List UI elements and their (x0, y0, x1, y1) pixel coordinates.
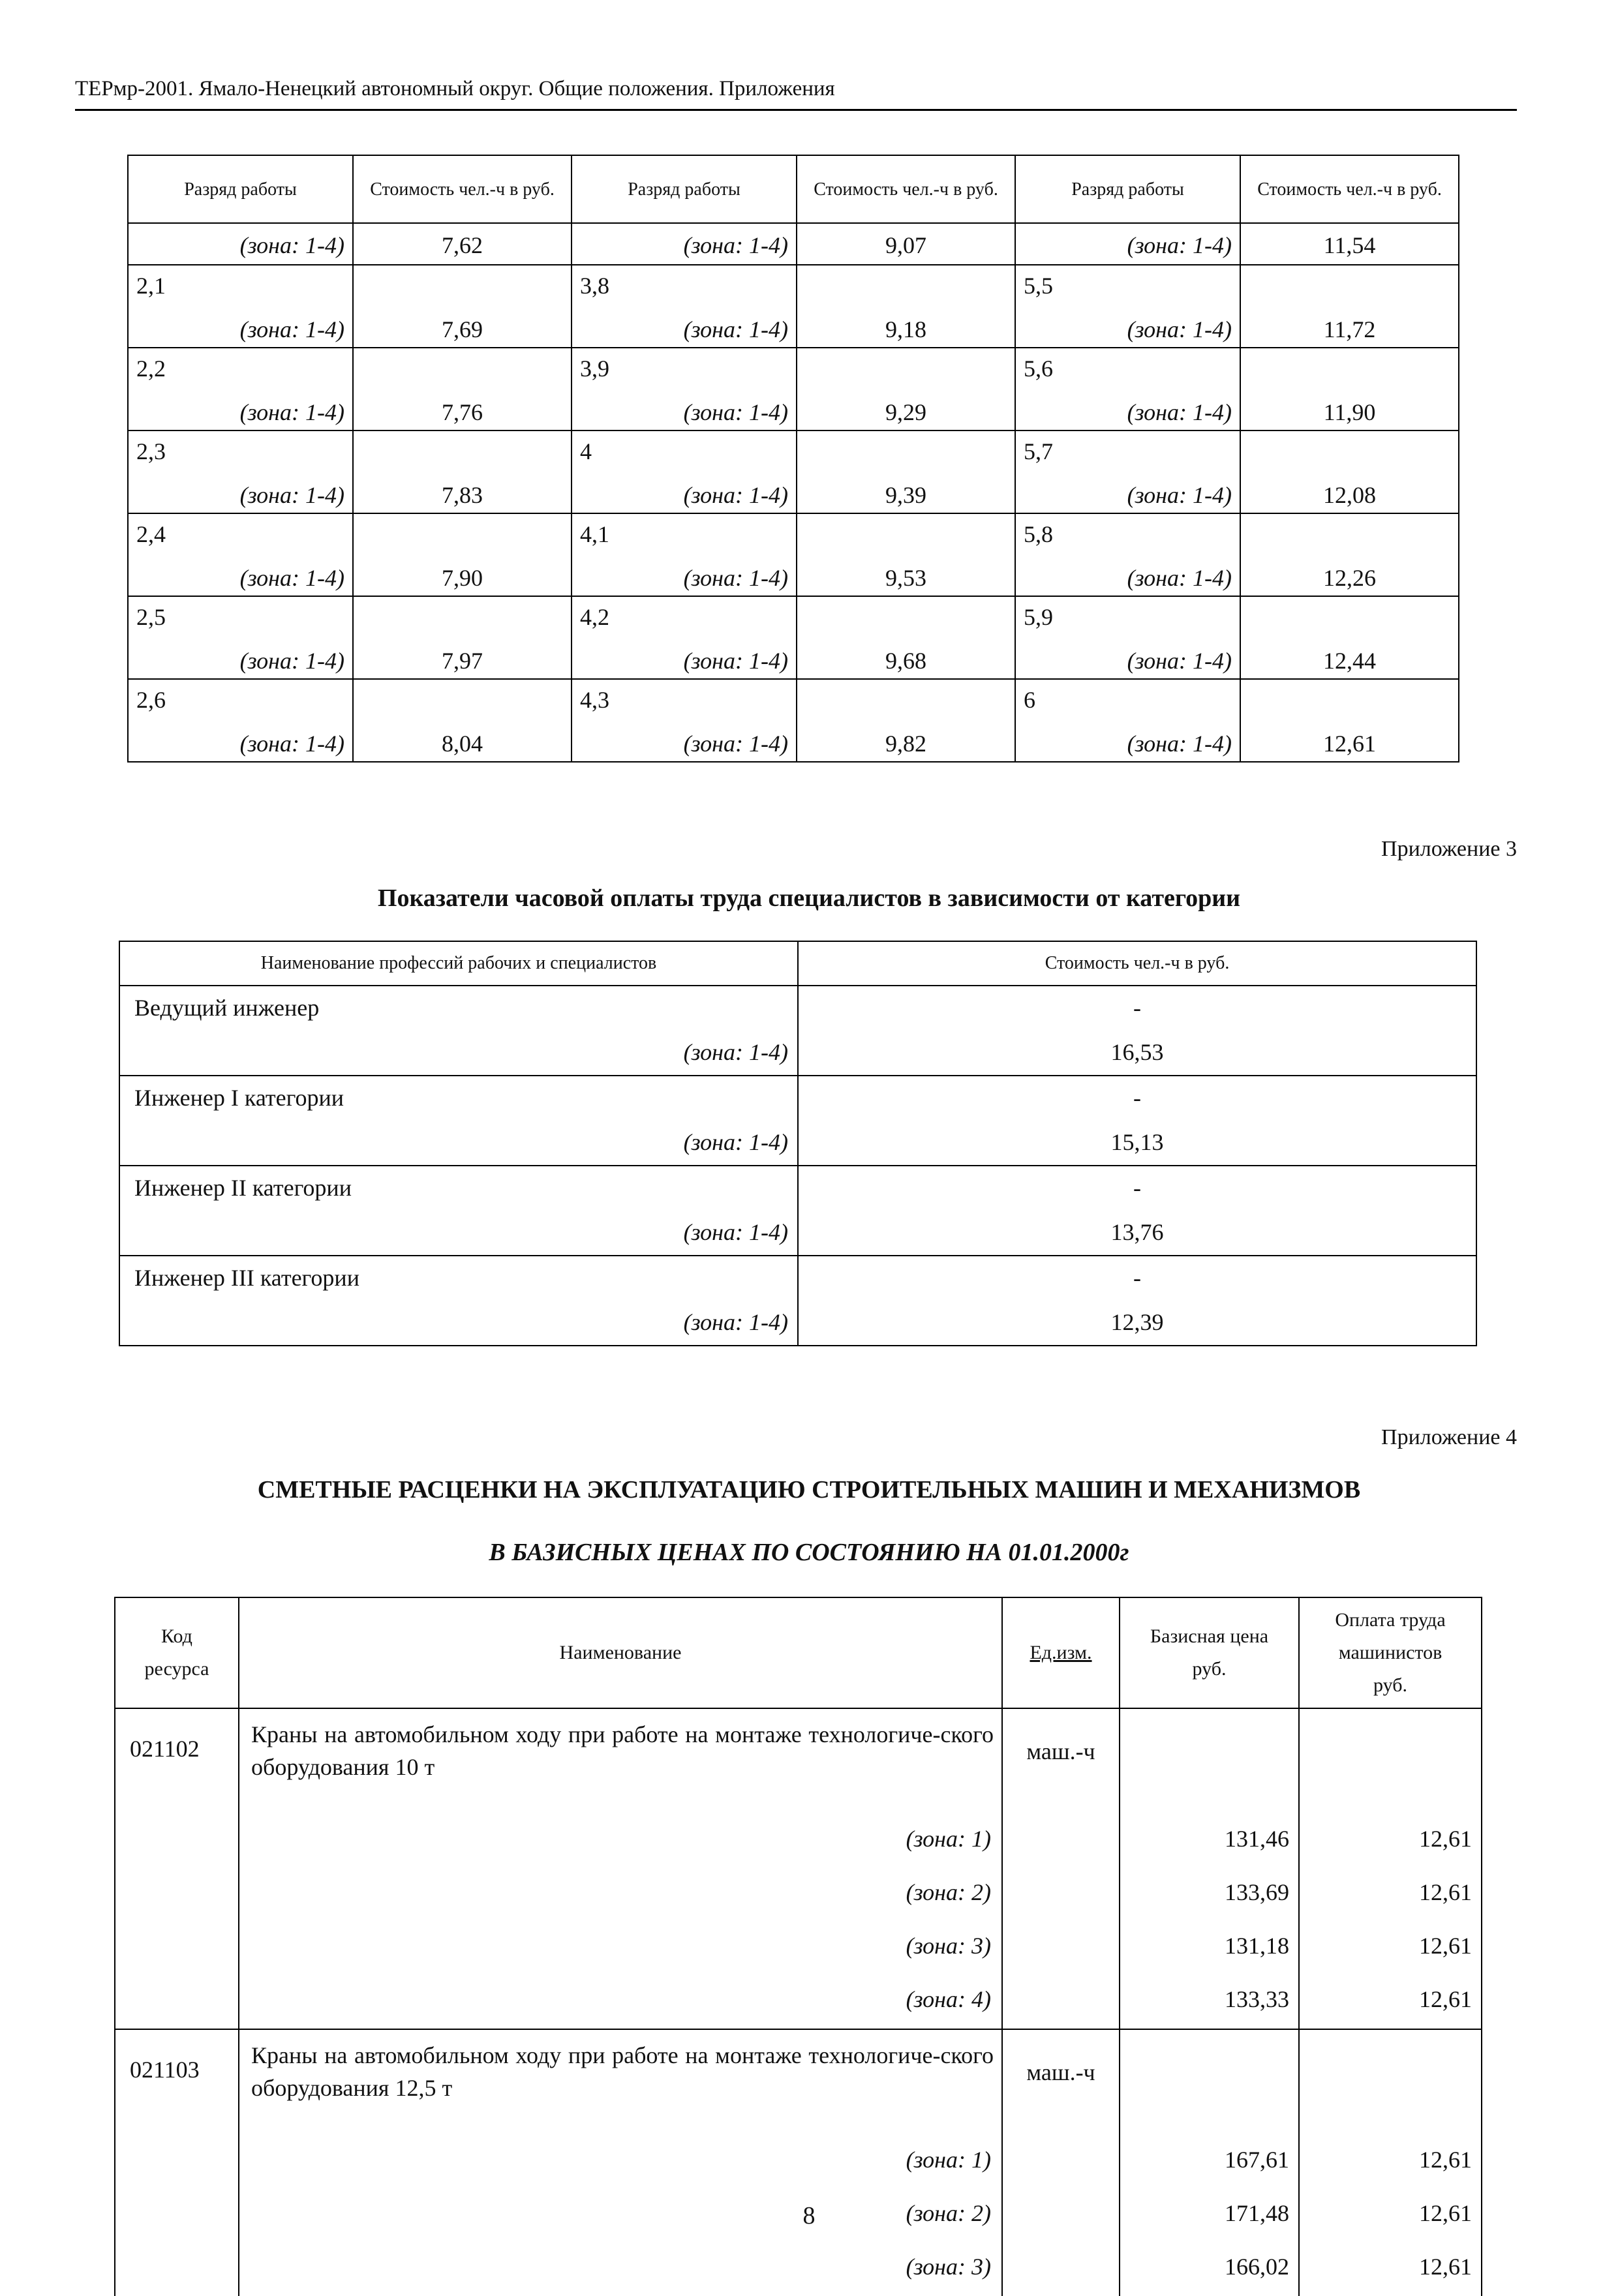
grade-cell (128, 513, 353, 596)
code-cell (115, 1922, 239, 1975)
price-value: 171,48 (1120, 2189, 1299, 2243)
resource-code: 021103 (115, 2029, 239, 2136)
cost-value: 9,68 (885, 648, 926, 674)
unit-cell (1002, 1975, 1120, 2029)
cost-cell (1240, 348, 1459, 430)
zone-label: (зона: 1-4) (683, 316, 788, 342)
cost-value: 11,72 (1323, 316, 1376, 342)
table-row (119, 986, 1476, 1076)
column-header-cost: Стоимость чел.-ч в руб. (798, 941, 1476, 986)
price-value: 133,33 (1120, 1975, 1299, 2029)
column-header-unit (1002, 1597, 1120, 1708)
zone-label: (зона: 1-4) (1127, 316, 1232, 342)
cost-cell (353, 679, 572, 762)
grade-cell (1015, 348, 1240, 430)
zone-label: (зона: 1-4) (1127, 648, 1232, 674)
zone-label: (зона: 1-4) (683, 1039, 788, 1065)
zone-label: (зона: 2) (239, 2189, 1002, 2243)
zone-label: (зона: 1-4) (683, 1129, 788, 1155)
wage-value: 12,61 (1299, 1868, 1482, 1922)
page-number: 8 (802, 2202, 816, 2229)
column-header-cost: Стоимость чел.-ч в руб. (353, 155, 572, 223)
code-cell (115, 2136, 239, 2189)
zone-label: (зона: 1) (239, 1815, 1002, 1868)
column-header-price (1120, 1597, 1299, 1708)
machine-name: Краны на автомобильном ходу при работе на монтаже технологиче-ского оборудования 12,5 т (239, 2029, 1002, 2136)
grade-value: 2,1 (136, 273, 166, 299)
grade-value: 3,9 (580, 355, 609, 382)
table-row (119, 1256, 1476, 1346)
profession-cell (119, 986, 798, 1076)
zone-label: (зона: 1-4) (683, 731, 788, 757)
grade-cell (572, 223, 797, 265)
profession-cell (119, 1166, 798, 1256)
column-header-grade: Разряд работы (1015, 155, 1240, 223)
cost-cell (353, 596, 572, 679)
table-row (115, 1975, 1482, 2029)
unit-cell: маш.-ч (1002, 1708, 1120, 1815)
cost-value: 7,97 (442, 648, 483, 674)
grade-rates-table (127, 155, 1459, 763)
cost-value: 9,29 (885, 399, 926, 425)
appendix-4-label: Приложение 4 (1381, 1425, 1517, 1449)
column-header-wage (1299, 1597, 1482, 1708)
unit-cell (1002, 1868, 1120, 1922)
zone-label: (зона: 3) (239, 1922, 1002, 1975)
grade-value: 5,5 (1024, 273, 1053, 299)
column-header-cost: Стоимость чел.-ч в руб. (797, 155, 1015, 223)
grade-cell (1015, 430, 1240, 513)
cost-value: 11,54 (1323, 232, 1376, 258)
wage-header-line: машинистов (1338, 1642, 1442, 1663)
column-header-code (115, 1597, 239, 1708)
cost-cell (798, 1256, 1476, 1346)
zone-label: (зона: 1-4) (1127, 731, 1232, 757)
zone-label: (зона: 3) (239, 2243, 1002, 2296)
price-value: 166,02 (1120, 2243, 1299, 2296)
dash-placeholder: - (1133, 995, 1141, 1021)
code-cell (115, 1815, 239, 1868)
price-value: 167,61 (1120, 2136, 1299, 2189)
price-cell (1120, 1708, 1299, 1815)
cost-value: 9,53 (885, 565, 926, 591)
grade-value: 5,7 (1024, 438, 1053, 464)
grade-value: 5,9 (1024, 604, 1053, 630)
column-header-grade: Разряд работы (128, 155, 353, 223)
appendix-3-title: Показатели часовой оплаты труда специалистов в зависимости от категории (377, 884, 1241, 912)
zone-label: (зона: 1-4) (683, 565, 788, 591)
grade-value: 5,6 (1024, 355, 1053, 382)
zone-label: (зона: 1-4) (683, 232, 788, 258)
price-value: 133,69 (1120, 1868, 1299, 1922)
grade-cell (572, 265, 797, 348)
running-title: ТЕРмр-2001. Ямало-Ненецкий автономный округ. Общие положения. Приложения (75, 77, 835, 100)
table-header-row (128, 155, 1459, 223)
cost-cell (797, 348, 1015, 430)
grade-cell (572, 430, 797, 513)
table-row (128, 596, 1459, 679)
table-row (128, 223, 1459, 265)
cost-cell (1240, 596, 1459, 679)
zone-label: (зона: 1-4) (239, 482, 344, 508)
cost-cell (1240, 223, 1459, 265)
zone-label: (зона: 1-4) (1127, 232, 1232, 258)
wage-value: 12,61 (1299, 1922, 1482, 1975)
grade-value: 6 (1024, 687, 1035, 713)
dash-placeholder: - (1133, 1175, 1141, 1201)
appendix-4-title: СМЕТНЫЕ РАСЦЕНКИ НА ЭКСПЛУАТАЦИЮ СТРОИТЕЛЬНЫХ МАШИН И МЕХАНИЗМОВ (257, 1476, 1361, 1503)
grade-cell (1015, 513, 1240, 596)
profession-name: Инженер I категории (134, 1085, 344, 1111)
zone-label: (зона: 1-4) (683, 482, 788, 508)
price-header-line: Базисная цена (1150, 1625, 1269, 1647)
grade-value: 4,1 (580, 521, 609, 547)
appendix-4-subtitle: В БАЗИСНЫХ ЦЕНАХ ПО СОСТОЯНИЮ НА 01.01.2000г (489, 1539, 1129, 1566)
cost-value: 7,62 (442, 232, 483, 258)
table-header-row (119, 941, 1476, 986)
column-header-cost: Стоимость чел.-ч в руб. (1240, 155, 1459, 223)
wage-header-line: руб. (1373, 1674, 1407, 1696)
cost-value: 16,53 (1110, 1039, 1164, 1065)
table-row (115, 1868, 1482, 1922)
grade-cell (128, 430, 353, 513)
cost-cell (353, 513, 572, 596)
cost-value: 8,04 (442, 731, 483, 757)
zone-label: (зона: 1-4) (683, 399, 788, 425)
zone-label: (зона: 1-4) (239, 316, 344, 342)
wage-cell (1299, 2029, 1482, 2136)
grade-cell (572, 679, 797, 762)
code-header-line: Код (161, 1625, 192, 1647)
table-row (115, 1708, 1482, 1815)
zone-label: (зона: 4) (239, 1975, 1002, 2029)
specialist-rates-table (119, 941, 1477, 1346)
table-row (115, 1922, 1482, 1975)
wage-value: 12,61 (1299, 2243, 1482, 2296)
cost-cell (797, 265, 1015, 348)
zone-label: (зона: 1-4) (683, 1309, 788, 1335)
cost-value: 9,39 (885, 482, 926, 508)
grade-value: 3,8 (580, 273, 609, 299)
cost-cell (798, 1166, 1476, 1256)
zone-label: (зона: 1-4) (1127, 482, 1232, 508)
table-row (128, 348, 1459, 430)
cost-cell (1240, 513, 1459, 596)
cost-value: 9,18 (885, 316, 926, 342)
dash-placeholder: - (1133, 1085, 1141, 1111)
cost-cell (353, 265, 572, 348)
grade-cell (128, 348, 353, 430)
table-row (115, 2136, 1482, 2189)
grade-value: 2,6 (136, 687, 166, 713)
appendix-3-label: Приложение 3 (1381, 837, 1517, 861)
grade-cell (1015, 265, 1240, 348)
price-header-line: руб. (1192, 1658, 1227, 1680)
table-header-row (115, 1597, 1482, 1708)
machine-rates-table (114, 1597, 1482, 2296)
zone-label: (зона: 1-4) (1127, 399, 1232, 425)
cost-value: 12,39 (1110, 1309, 1164, 1335)
cost-value: 7,76 (442, 399, 483, 425)
cost-cell (1240, 679, 1459, 762)
grade-cell (128, 596, 353, 679)
profession-name: Инженер III категории (134, 1265, 359, 1291)
grade-cell (1015, 596, 1240, 679)
unit-cell (1002, 2136, 1120, 2189)
price-value: 131,46 (1120, 1815, 1299, 1868)
grade-cell (572, 596, 797, 679)
running-header (75, 68, 1517, 111)
table-row (115, 1815, 1482, 1868)
wage-value: 12,61 (1299, 1975, 1482, 2029)
zone-label: (зона: 1-4) (239, 565, 344, 591)
grade-cell (572, 513, 797, 596)
cost-value: 9,82 (885, 731, 926, 757)
zone-label: (зона: 1-4) (683, 648, 788, 674)
cost-cell (798, 1076, 1476, 1166)
unit-cell: маш.-ч (1002, 2029, 1120, 2136)
cost-cell (353, 223, 572, 265)
cost-value: 7,69 (442, 316, 483, 342)
grade-value: 2,4 (136, 521, 166, 547)
column-header-profession: Наименование профессий рабочих и специалистов (119, 941, 798, 986)
cost-value: 7,90 (442, 565, 483, 591)
table-row (115, 2029, 1482, 2136)
cost-value: 15,13 (1110, 1129, 1164, 1155)
cost-cell (1240, 430, 1459, 513)
grade-value: 5,8 (1024, 521, 1053, 547)
zone-label: (зона: 1) (239, 2136, 1002, 2189)
grade-cell (128, 223, 353, 265)
cost-cell (797, 430, 1015, 513)
zone-label: (зона: 1-4) (683, 1219, 788, 1245)
table-row (119, 1076, 1476, 1166)
wage-cell (1299, 1708, 1482, 1815)
cost-value: 12,44 (1323, 648, 1376, 674)
table-row (119, 1166, 1476, 1256)
table-row (128, 679, 1459, 762)
zone-label: (зона: 1-4) (239, 648, 344, 674)
grade-cell (1015, 223, 1240, 265)
cost-value: 13,76 (1110, 1219, 1164, 1245)
cost-cell (353, 430, 572, 513)
grade-value: 2,5 (136, 604, 166, 630)
price-value: 131,18 (1120, 1922, 1299, 1975)
profession-name: Инженер II категории (134, 1175, 352, 1201)
table-row (128, 430, 1459, 513)
grade-value: 2,3 (136, 438, 166, 464)
zone-label: (зона: 1-4) (239, 731, 344, 757)
profession-cell (119, 1256, 798, 1346)
cost-cell (353, 348, 572, 430)
profession-name: Ведущий инженер (134, 995, 320, 1021)
wage-value: 12,61 (1299, 2136, 1482, 2189)
zone-label: (зона: 1-4) (1127, 565, 1232, 591)
code-header-line: ресурса (144, 1658, 209, 1680)
wage-value: 12,61 (1299, 2189, 1482, 2243)
grade-cell (128, 679, 353, 762)
grade-value: 4,3 (580, 687, 609, 713)
grade-value: 4,2 (580, 604, 609, 630)
cost-value: 7,83 (442, 482, 483, 508)
resource-code: 021102 (115, 1708, 239, 1815)
cost-cell (797, 596, 1015, 679)
column-header-grade: Разряд работы (572, 155, 797, 223)
unit-header-text: Ед.изм. (1030, 1642, 1092, 1663)
zone-label: (зона: 1-4) (239, 399, 344, 425)
zone-label: (зона: 1-4) (239, 232, 344, 258)
grade-cell (572, 348, 797, 430)
wage-header-line: Оплата труда (1335, 1609, 1446, 1631)
table-row (128, 265, 1459, 348)
code-cell (115, 1975, 239, 2029)
cost-value: 12,61 (1323, 731, 1376, 757)
cost-value: 12,26 (1323, 565, 1376, 591)
cost-cell (797, 513, 1015, 596)
price-cell (1120, 2029, 1299, 2136)
grade-cell (1015, 679, 1240, 762)
unit-cell (1002, 1815, 1120, 1868)
cost-cell (797, 679, 1015, 762)
grade-value: 4 (580, 438, 592, 464)
cost-cell (797, 223, 1015, 265)
cost-value: 12,08 (1323, 482, 1376, 508)
cost-value: 11,90 (1323, 399, 1376, 425)
cost-cell (798, 986, 1476, 1076)
cost-value: 9,07 (885, 232, 926, 258)
grade-value: 2,2 (136, 355, 166, 382)
machine-name: Краны на автомобильном ходу при работе на монтаже технологиче-ского оборудования 10 т (239, 1708, 1002, 1815)
cost-cell (1240, 265, 1459, 348)
table-row (128, 513, 1459, 596)
dash-placeholder: - (1133, 1265, 1141, 1291)
wage-value: 12,61 (1299, 1815, 1482, 1868)
grade-cell (128, 265, 353, 348)
zone-label: (зона: 2) (239, 1868, 1002, 1922)
profession-cell (119, 1076, 798, 1166)
code-cell (115, 1868, 239, 1922)
column-header-name: Наименование (239, 1597, 1002, 1708)
unit-cell (1002, 1922, 1120, 1975)
